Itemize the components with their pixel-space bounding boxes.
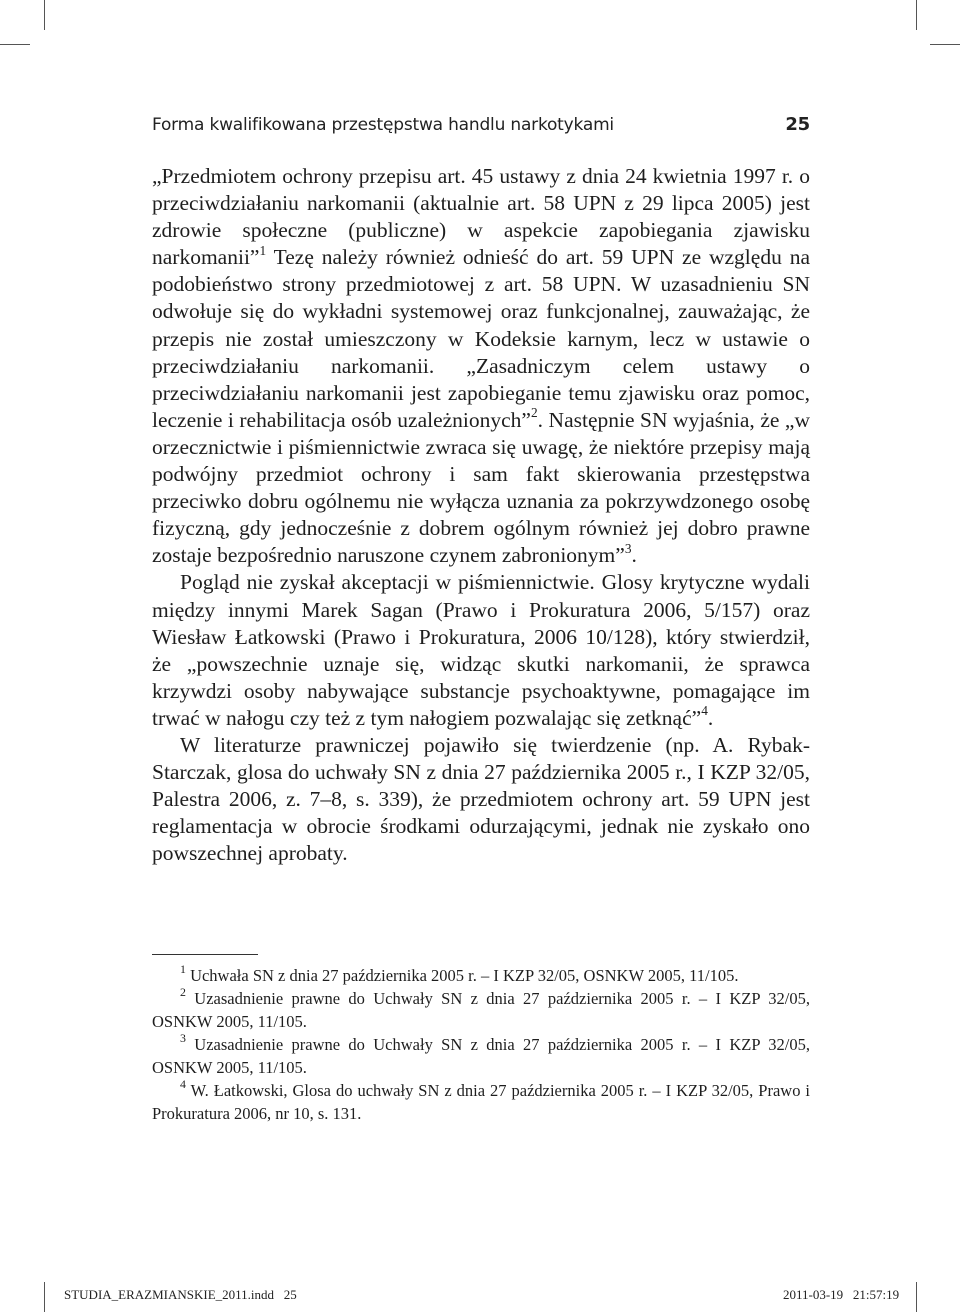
body-text — [152, 163, 810, 867]
paragraph-1-part-d: . — [631, 543, 637, 568]
crop-mark — [44, 1282, 45, 1312]
footnote-ref-3: 3 — [624, 540, 632, 556]
crop-mark — [930, 44, 960, 45]
slug-file: STUDIA_ERAZMIANSKIE_2011.indd 25 — [64, 1287, 297, 1302]
crop-mark — [0, 44, 30, 45]
footnote-number: 3 — [180, 1031, 186, 1046]
crop-mark — [44, 0, 45, 30]
paragraph-3: W literaturze prawniczej pojawiło się twierdzenie (np. A. Rybak-Starczak, glosa do uchwały SN z dnia 27 października 2005 r., I KZP 32/05, Palestra 2006, z. 7–8, s. 339), że przedmiotem ochrony art. 59 UPN jest reglamentacja w obrocie środkami odurzającymi, jednak nie zyskało ono powszechnej aprobaty. — [152, 732, 810, 866]
running-head-title: Forma kwalifikowana przestępstwa handlu narkotykami — [152, 115, 614, 135]
page-number: 25 — [785, 114, 810, 135]
crop-mark — [916, 1282, 917, 1312]
paragraph-1-part-b: Tezę należy również odnieść do art. 59 UPN ze względu na podobieństwo strony przedmiotowej z art. 58 UPN. W uzasadnieniu SN odwołuje się do wykładni systemowej oraz funkcjonalnej, zauważając, że przepis nie został umieszczony w Kodeksie karnym, lecz w ustawie o przeciwdziałaniu narkomanii. „Zasadniczym celem ustawy o przeciwdziałaniu narkomanii jest zapobieganie temu zjawisku oraz pomoc, leczenie i rehabilitacja osób uzależnionych” — [152, 245, 810, 432]
footnote-ref-4: 4 — [701, 703, 708, 719]
paragraph-1-part-c: . Następnie SN wyjaśnia, że „w orzecznictwie i piśmiennictwie zwraca się uwagę, że niektóre przepisy mają podwójny przedmiot ochrony i sam fakt skierowania przestępstwa przeciwko dobru ogólnemu nie wyłącza uznania za pokrzywdzonego osobę fizyczną, gdy jednocześnie z dobrem ogólnym również jej dobro prawne zostaje bezpośrednio naruszone czynem zabronionym” — [152, 407, 810, 568]
running-head — [152, 114, 810, 135]
paragraph-2 — [152, 569, 810, 732]
footnote-3 — [152, 1033, 810, 1079]
footnote-ref-1: 1 — [259, 242, 267, 258]
footnote-number: 4 — [180, 1077, 186, 1092]
footnote-text: Uzasadnienie prawne do Uchwały SN z dnia 27 października 2005 r. – I KZP 32/05, OSNKW 2005, 11/105. — [152, 1035, 810, 1077]
paragraph-1-part-a: „Przedmiotem ochrony przepisu art. 45 ustawy z dnia 24 kwietnia 1997 r. o przeciwdziałaniu narkomanii (aktualnie art. 58 UPN z 29 lipca 2005) jest zdrowie społeczne (publiczne) w aspekcie zapobiegania zjawisku narkomanii” — [152, 164, 810, 270]
slug-timestamp: 2011-03-19 21:57:19 — [783, 1287, 900, 1302]
footnote-text: Uchwała SN z dnia 27 października 2005 r. – I KZP 32/05, OSNKW 2005, 11/105. — [185, 966, 739, 985]
footnote-number: 1 — [180, 962, 186, 977]
footnote-2 — [152, 987, 810, 1033]
footnote-separator — [152, 954, 258, 955]
footnote-number: 2 — [180, 985, 186, 1000]
footnote-ref-2: 2 — [530, 405, 538, 421]
footnotes — [152, 964, 810, 1125]
crop-mark — [916, 0, 917, 30]
paragraph-1 — [152, 163, 810, 569]
footnote-4 — [152, 1079, 810, 1125]
paragraph-2-part-b: . — [707, 705, 714, 730]
paragraph-2-part-a: Pogląd nie zyskał akceptacji w piśmiennictwie. Glosy krytyczne wydali między innymi Marek Sagan (Prawo i Prokuratura 2006, 5/157) oraz Wiesław Łatkowski (Prawo i Prokuratura, 2006 10/128), który stwierdził, że „powszechnie uznaje się, widząc skutki narkomanii, że sprawca krzywdzi osoby nabywające substancje psychoaktywne, pomagające im trwać w nałogu czy też z tym nałogiem pozwalając się zetknąć” — [152, 570, 810, 730]
footnote-text: Uzasadnienie prawne do Uchwały SN z dnia 27 października 2005 r. – I KZP 32/05, OSNKW 2005, 11/105. — [152, 989, 810, 1031]
footnote-text: W. Łatkowski, Glosa do uchwały SN z dnia 27 października 2005 r. – I KZP 32/05, Prawo i Prokuratura 2006, nr 10, s. 131. — [152, 1081, 810, 1123]
footnote-1 — [152, 964, 810, 987]
